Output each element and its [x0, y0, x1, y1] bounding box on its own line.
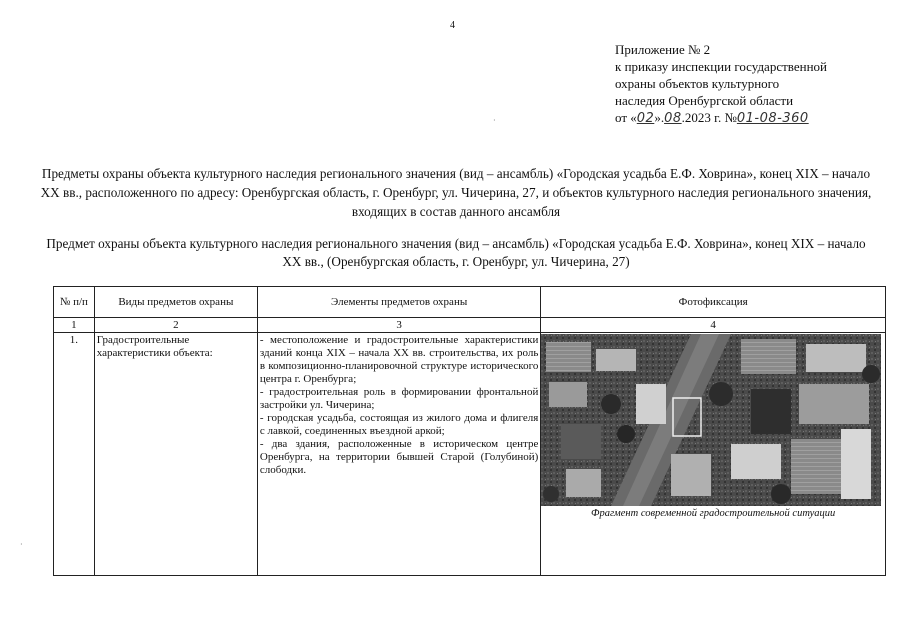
date-month-handwritten: 08	[664, 111, 682, 126]
row-number: 1.	[54, 333, 95, 576]
date-prefix: от «	[615, 110, 637, 125]
table-header-row	[54, 287, 886, 318]
photo-caption: Фрагмент современной градостроительной ситуации	[591, 508, 836, 519]
date-day-handwritten: 02	[636, 111, 655, 126]
header-photo: Фотофиксация	[541, 287, 886, 318]
element-item: - местоположение и градостроительные характеристики зданий конца XIX – начала XX вв. строительства, их роль в композиционно-планировочной структуре исторического центра г. Оренбурга;	[259, 334, 539, 385]
table-row	[54, 333, 886, 576]
protection-table	[53, 286, 886, 576]
header-elements: Элементы предметов охраны	[257, 287, 540, 318]
scan-speck: ·	[493, 116, 496, 125]
element-item: - градостроительная роль в формировании фронтальной застройки ул. Чичерина;	[259, 386, 539, 411]
column-number: 2	[94, 318, 257, 333]
row-elements	[257, 333, 540, 576]
row-protection-type: Градостроительные характеристики объекта:	[94, 333, 257, 576]
aerial-photo	[541, 334, 881, 506]
header-types: Виды предметов охраны	[94, 287, 257, 318]
column-number: 1	[54, 318, 95, 333]
element-item: - городская усадьба, состоящая из жилого дома и флигеля с лавкой, соединенных въездной аркой;	[259, 412, 539, 437]
order-number-handwritten: 01-08-360	[736, 111, 809, 126]
header-num: № п/п	[54, 287, 95, 318]
date-separator: ».	[654, 110, 665, 125]
appendix-line-order: к приказу инспекции государственной	[615, 59, 827, 74]
row-photo-cell	[541, 333, 886, 576]
column-number: 3	[257, 318, 540, 333]
document-title: Предметы охраны объекта культурного наследия регионального значения (вид – ансамбль) «Городская усадьба Е.Ф. Ховрина», конец XIX – начало XX вв., расположенного по адресу: Оренбургская область, г. Оренбург, ул. Чичерина, 27, и объектов культурного наследия регионального значения, входящих в состав данного ансамбля	[40, 166, 872, 219]
appendix-line-region: наследия Оренбургской области	[615, 93, 794, 108]
appendix-date-line	[615, 109, 885, 127]
appendix-line-objects: охраны объектов культурного	[615, 76, 780, 91]
element-item: - два здания, расположенные в историческом центре Оренбурга, на территории бывшей Старой (Голубиной) слободки.	[259, 438, 539, 476]
date-year: .2023 г. №	[681, 110, 737, 125]
page-number: 4	[450, 20, 455, 31]
scan-speck: ·	[20, 540, 23, 549]
appendix-title: Приложение № 2	[615, 42, 711, 57]
column-number-row	[54, 318, 886, 333]
document-subtitle: Предмет охраны объекта культурного наследия регионального значения (вид – ансамбль) «Городская усадьба Е.Ф. Ховрина», конец XIX – начало XX вв., (Оренбургская область, г. Оренбург, ул. Чичерина, 27)	[46, 236, 866, 269]
column-number: 4	[541, 318, 886, 333]
appendix-block	[615, 41, 885, 127]
